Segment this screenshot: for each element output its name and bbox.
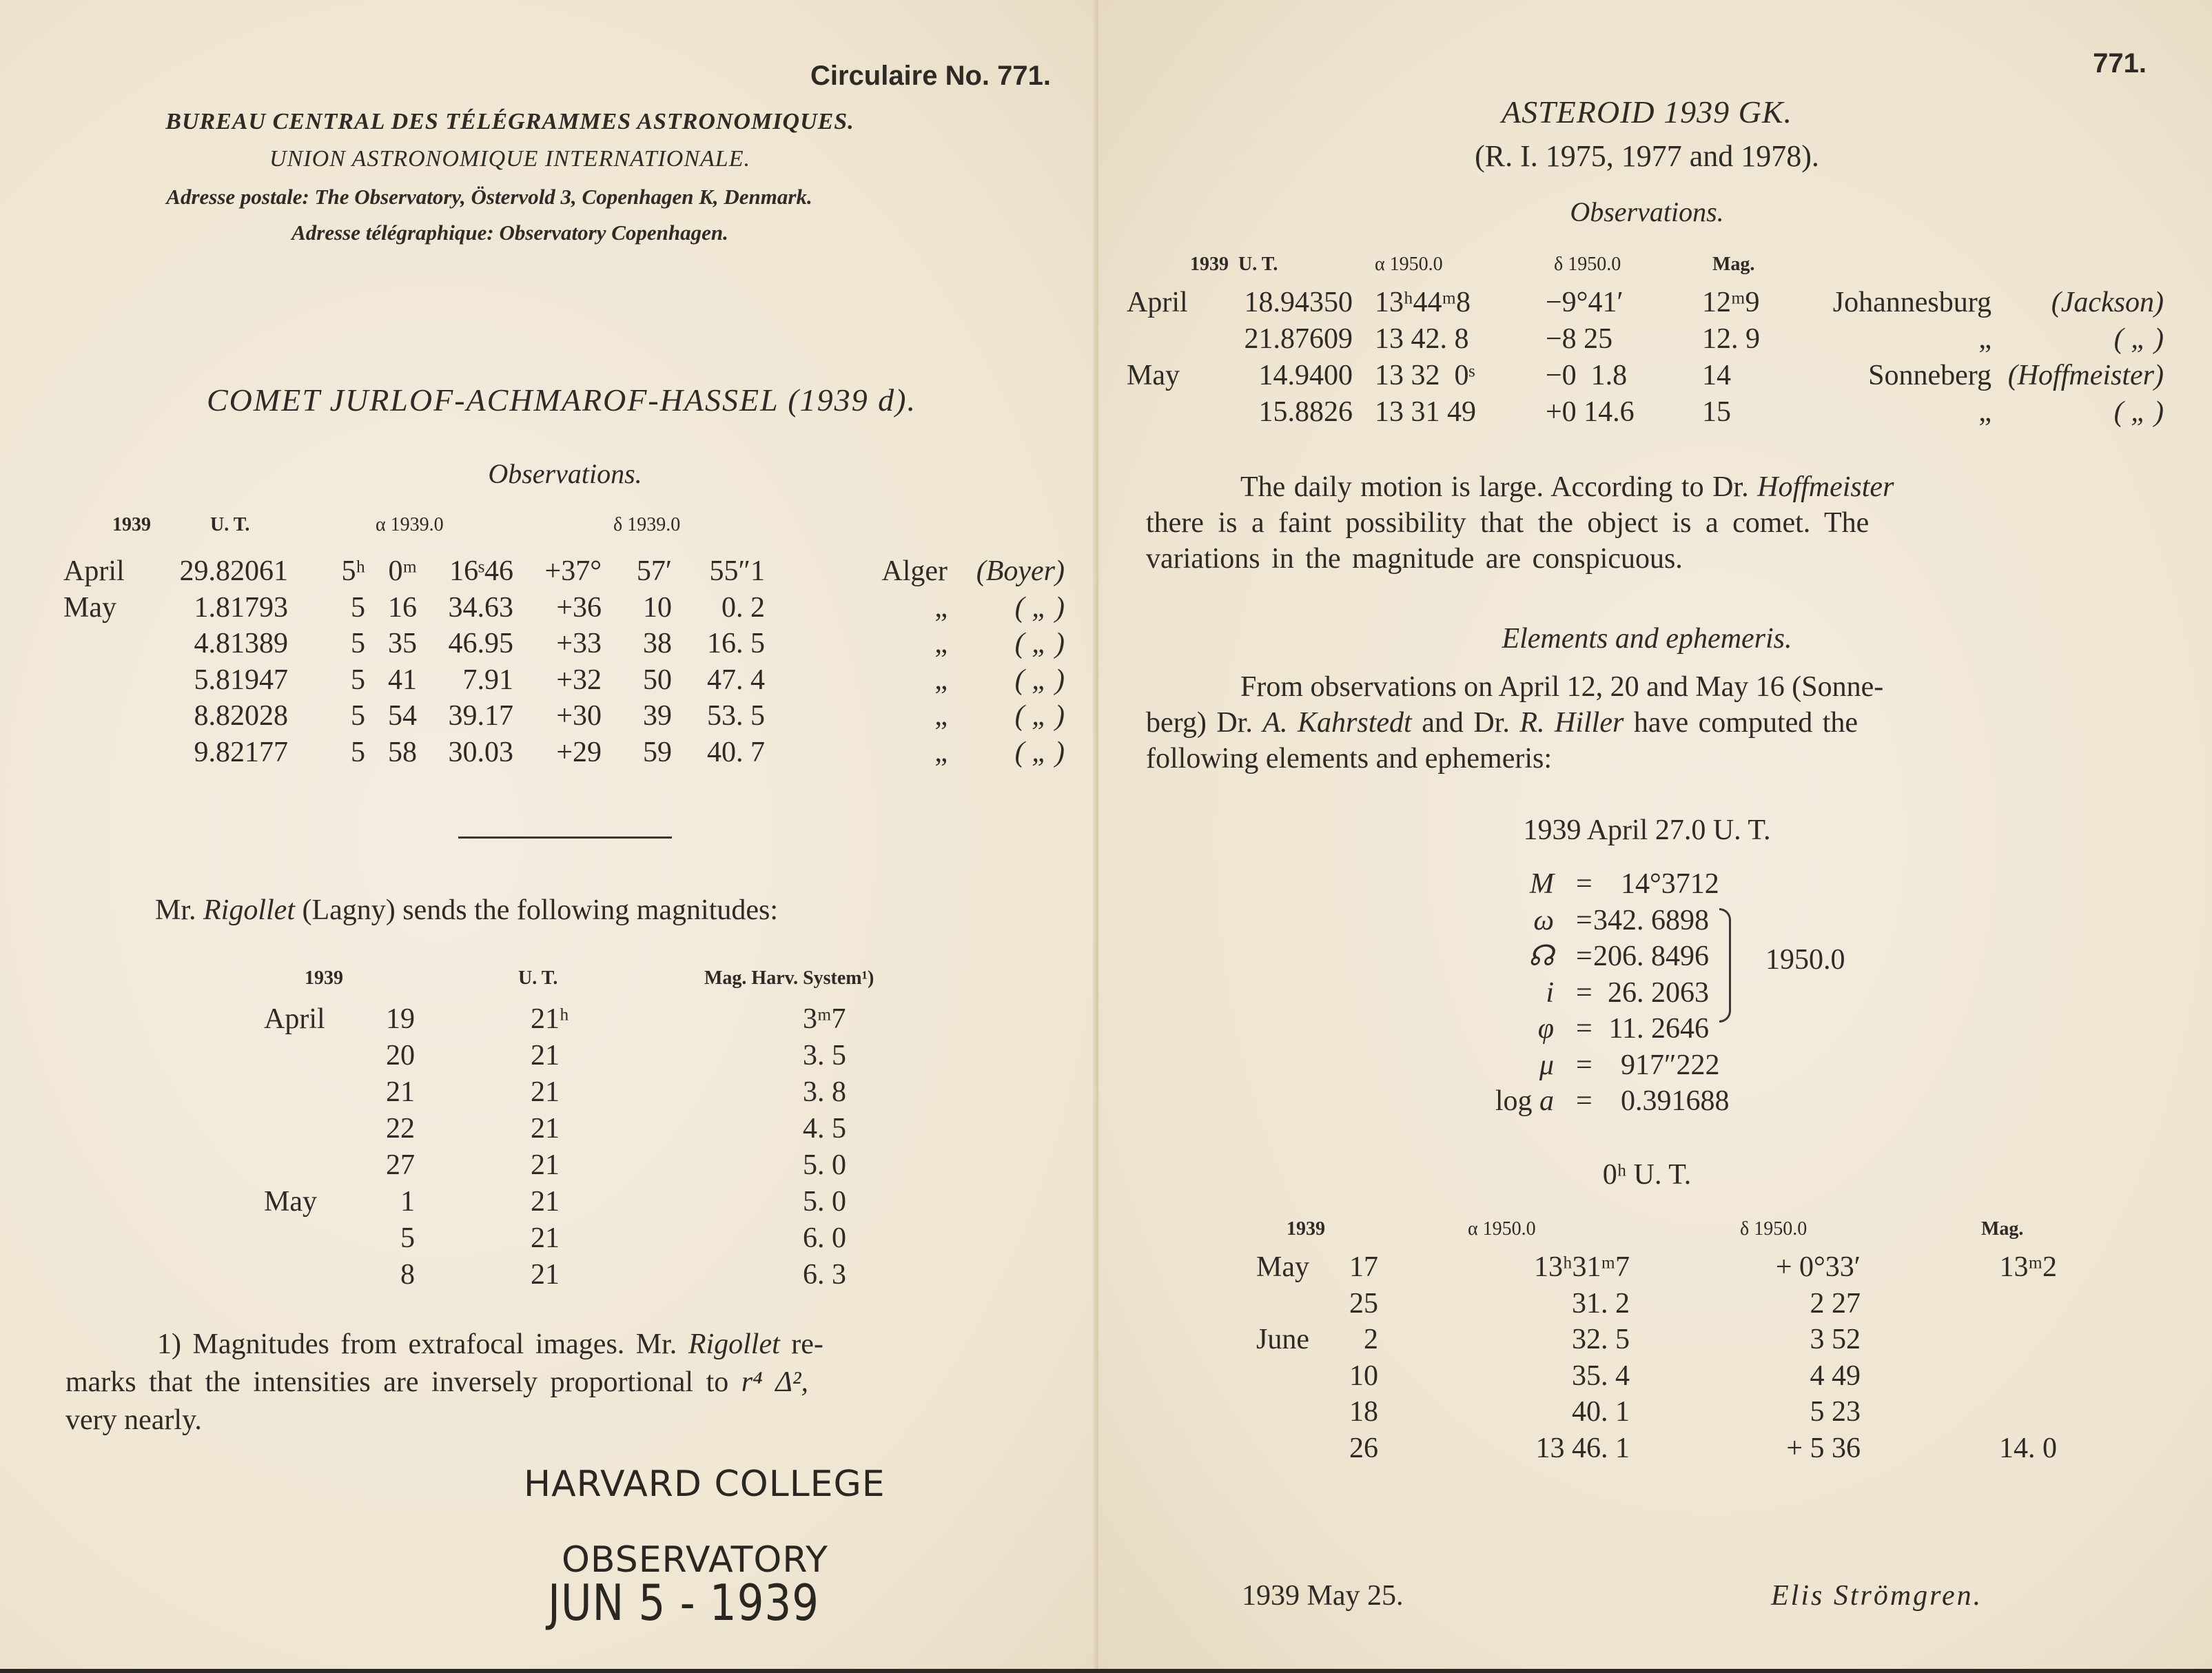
dec-minutes: 39 (643, 700, 672, 732)
dec-degrees: +29 (556, 736, 602, 768)
person-name: R. Hiller (1519, 707, 1624, 739)
mag-ut: 21 (531, 1149, 560, 1181)
observer: ( „ ) (1014, 628, 1065, 659)
eph-dec: 4 49 (1810, 1359, 1861, 1392)
element-value: 917″222 (1621, 1049, 1720, 1081)
col-alpha: α 1950.0 (1468, 1218, 1536, 1240)
bureau-name: BUREAU CENTRAL DES TÉLÉGRAMMES ASTRONOMIQUES. (165, 109, 854, 134)
ra-hours: 5 (351, 591, 365, 624)
footnote-line-1 (157, 1330, 823, 1359)
element-symbol: ω (1533, 904, 1554, 936)
element-value: 342. 6898 (1593, 904, 1709, 936)
epoch: 1939 April 27.0 U. T. (1523, 814, 1771, 846)
paragraph-text: The daily motion is large. According to Dr. (1240, 471, 1749, 503)
eph-dec: + 0°33′ (1775, 1251, 1861, 1283)
observatory: „ (934, 700, 948, 732)
ra-seconds: 34.63 (448, 591, 513, 624)
col-ut: U. T. (210, 514, 250, 535)
obs-date: 1.81793 (194, 591, 288, 624)
mag-day: 5 (400, 1222, 415, 1254)
elements-heading: Elements and ephemeris. (1502, 623, 1792, 655)
dec-seconds: 47. 4 (707, 664, 765, 696)
dec-minutes: 57′ (636, 555, 672, 587)
observer: ( „ ) (2113, 323, 2164, 355)
eph-month: May (1256, 1251, 1309, 1283)
mag-day: 20 (386, 1040, 415, 1071)
ra-seconds: 46.95 (448, 628, 513, 659)
footnote-line-3: very nearly. (65, 1404, 202, 1436)
footnote-name: Rigollet (688, 1328, 780, 1360)
telegraphic-address: Adresse télégraphique: Observatory Copenhagen. (291, 220, 728, 245)
footnote-marker: 1) (157, 1328, 181, 1360)
dec-seconds: 53. 5 (707, 700, 765, 732)
element-value: 206. 8496 (1593, 941, 1709, 972)
mag-day: 21 (386, 1076, 415, 1108)
equinox-label: 1950.0 (1765, 944, 1845, 976)
declination: +0 14.6 (1546, 396, 1635, 428)
dec-minutes: 50 (643, 664, 672, 696)
observatory: Alger (881, 555, 948, 587)
mag-ut: 21 (531, 1222, 560, 1254)
mag-day: 22 (386, 1113, 415, 1145)
eph-mag: 14. 0 (1999, 1432, 2057, 1464)
eph-ra: 13 46. 1 (1535, 1432, 1630, 1464)
obs-date: 14.9400 (1258, 360, 1353, 391)
mag-value: 4. 5 (803, 1113, 846, 1145)
eph-day: 10 (1349, 1359, 1378, 1392)
mag-value: 3. 8 (803, 1076, 846, 1108)
observatory: „ (934, 591, 948, 624)
ra-seconds: 30.03 (448, 736, 513, 768)
element-symbol: μ (1539, 1049, 1554, 1081)
magnitude: 15 (1702, 396, 1731, 428)
ra-hours: 5ʰ (341, 555, 365, 587)
mag-day: 1 (400, 1186, 415, 1218)
mag-ut: 21 (531, 1186, 560, 1218)
union-name: UNION ASTRONOMIQUE INTERNATIONALE. (269, 146, 750, 172)
ra-minutes: 54 (388, 700, 417, 732)
ra-hours: 5 (351, 700, 365, 732)
footnote-text: marks that the intensities are inversely proportional to (65, 1366, 729, 1398)
obs-date: 21.87609 (1244, 323, 1353, 355)
mag-day: 19 (386, 1003, 415, 1035)
left-page (0, 0, 1099, 1673)
ra-minutes: 58 (388, 736, 417, 768)
eph-day: 17 (1349, 1251, 1378, 1283)
asteroid-observations-heading: Observations. (1570, 196, 1724, 227)
eph-dec: 5 23 (1810, 1396, 1861, 1428)
circular-date: 1939 May 25. (1242, 1580, 1404, 1612)
obs-date: 9.82177 (194, 736, 288, 768)
col-alpha: α 1950.0 (1375, 254, 1443, 275)
dec-minutes: 38 (643, 628, 672, 659)
dec-seconds: 40. 7 (707, 736, 765, 768)
stamp-line-1: HARVARD COLLEGE (524, 1464, 885, 1505)
right-ascension: 13 31 49 (1375, 396, 1476, 428)
mag-month: April (264, 1003, 325, 1035)
ra-minutes: 41 (388, 664, 417, 696)
obs-month: April (63, 555, 125, 587)
mag-ut: 21 (531, 1076, 560, 1108)
col-delta: δ 1950.0 (1554, 254, 1621, 275)
eph-dec: 3 52 (1810, 1324, 1861, 1355)
declination: −0 1.8 (1546, 360, 1628, 391)
magnitude: 14 (1702, 360, 1731, 391)
declination: −8 25 (1546, 323, 1613, 355)
eph-day: 26 (1349, 1432, 1378, 1464)
dec-seconds: 55″1 (709, 555, 765, 587)
mag-day: 27 (386, 1149, 415, 1181)
obs-date: 15.8826 (1258, 396, 1353, 428)
observatory: Sonneberg (1868, 360, 1991, 391)
dec-minutes: 59 (643, 736, 672, 768)
comet-observations-heading: Observations. (488, 458, 642, 489)
mag-ut: 21 (531, 1259, 560, 1291)
observatory: „ (1978, 396, 1991, 428)
ra-hours: 5 (351, 628, 365, 659)
asteroid-subtitle: (R. I. 1975, 1977 and 1978). (1475, 139, 1819, 173)
dec-minutes: 10 (643, 591, 672, 624)
equinox-brace (1719, 908, 1731, 1023)
element-symbol: M (1530, 868, 1554, 900)
right-ascension: 13 42. 8 (1375, 323, 1469, 355)
circular-number: Circulaire No. 771. (810, 61, 1051, 91)
footnote-formula: r⁴ Δ², (741, 1366, 808, 1398)
eph-day: 25 (1349, 1287, 1378, 1320)
mag-value: 5. 0 (803, 1186, 846, 1218)
right-page (1099, 0, 2212, 1673)
equals-sign: = (1576, 904, 1593, 936)
obs-month: May (1127, 360, 1180, 391)
col-delta: δ 1939.0 (613, 514, 681, 535)
element-symbol: log a (1495, 1085, 1554, 1117)
dec-degrees: +36 (556, 591, 602, 624)
col-year-ut: 1939 U. T. (1190, 254, 1278, 275)
mag-value: 3ᵐ7 (803, 1003, 846, 1035)
ra-hours: 5 (351, 664, 365, 696)
eph-ra: 31. 2 (1572, 1287, 1630, 1320)
eph-month: June (1256, 1324, 1309, 1355)
mag-value: 6. 3 (803, 1259, 846, 1291)
paragraph-line (1146, 708, 1858, 737)
observatory: Johannesburg (1832, 287, 1991, 318)
stamp-date: JUN 5 - 1939 (548, 1574, 819, 1632)
paragraph-text: have computed the (1633, 707, 1858, 739)
obs-date: 5.81947 (194, 664, 288, 696)
observer: ( „ ) (2113, 396, 2164, 428)
right-ascension: 13 32 0ˢ (1375, 360, 1475, 391)
element-value: 11. 2646 (1608, 1013, 1709, 1045)
person-name: Hoffmeister (1757, 471, 1894, 503)
right-ascension: 13ʰ44ᵐ8 (1375, 287, 1471, 318)
element-value: 26. 2063 (1608, 976, 1709, 1009)
obs-month: April (1127, 287, 1188, 318)
mag-ut: 21ʰ (531, 1003, 569, 1035)
observatory: „ (934, 736, 948, 768)
equals-sign: = (1576, 976, 1593, 1009)
intro-prefix: Mr. (155, 894, 196, 926)
postal-address: Adresse postale: The Observatory, Östervold 3, Copenhagen K, Denmark. (166, 185, 812, 209)
equals-sign: = (1576, 941, 1593, 972)
ra-minutes: 0ᵐ (388, 555, 417, 587)
equals-sign: = (1576, 1085, 1593, 1117)
equals-sign: = (1576, 868, 1593, 900)
observatory: „ (934, 664, 948, 696)
obs-date: 18.94350 (1244, 287, 1353, 318)
obs-month: May (63, 591, 116, 624)
stamp-line-2: OBSERVATORY (562, 1539, 828, 1581)
col-delta: δ 1950.0 (1740, 1218, 1808, 1240)
eph-ra: 40. 1 (1572, 1396, 1630, 1428)
mag-ut: 21 (531, 1113, 560, 1145)
obs-date: 29.82061 (179, 555, 288, 587)
intro-suffix: (Lagny) sends the following magnitudes: (302, 894, 779, 926)
eph-dec: + 5 36 (1786, 1432, 1861, 1464)
dec-degrees: +30 (556, 700, 602, 732)
observer-name: Rigollet (203, 894, 295, 926)
dec-degrees: +32 (556, 664, 602, 696)
observer: ( „ ) (1014, 736, 1065, 768)
eph-ra: 35. 4 (1572, 1359, 1630, 1392)
paragraph-line: From observations on April 12, 20 and May 16 (Sonne- (1240, 671, 1884, 703)
element-value: 0.391688 (1621, 1085, 1730, 1117)
ra-hours: 5 (351, 736, 365, 768)
observer: ( „ ) (1014, 591, 1065, 624)
col-alpha: α 1939.0 (376, 514, 444, 535)
dec-seconds: 16. 5 (707, 628, 765, 659)
comet-title: COMET JURLOF-ACHMAROF-HASSEL (1939 d). (207, 382, 916, 418)
page-bottom-edge (0, 1669, 2212, 1673)
observatory: „ (1978, 323, 1991, 355)
mag-ut: 21 (531, 1040, 560, 1071)
paragraph-text: and Dr. (1422, 707, 1510, 739)
paragraph-line: variations in the magnitude are conspicuous. (1146, 543, 1683, 575)
mag-day: 8 (400, 1259, 415, 1291)
observer: (Hoffmeister) (2007, 360, 2164, 391)
observer: ( „ ) (1014, 700, 1065, 732)
footnote-text: re- (791, 1328, 823, 1360)
ra-seconds: 7.91 (462, 664, 513, 696)
observer: (Jackson) (2051, 287, 2164, 318)
obs-date: 4.81389 (194, 628, 288, 659)
rigollet-intro (155, 896, 778, 925)
col-year: 1939 (305, 967, 343, 989)
page-number: 771. (2093, 48, 2147, 79)
col-mag: Mag. (1712, 254, 1755, 275)
ra-seconds: 16ˢ46 (449, 555, 513, 587)
col-year: 1939 (1287, 1218, 1325, 1240)
ra-minutes: 35 (388, 628, 417, 659)
ra-seconds: 39.17 (448, 700, 513, 732)
mag-value: 5. 0 (803, 1149, 846, 1181)
eph-day: 2 (1364, 1324, 1378, 1355)
mag-month: May (264, 1186, 317, 1218)
paragraph-line: there is a faint possibility that the object is a comet. The (1146, 507, 1870, 539)
mag-value: 6. 0 (803, 1222, 846, 1254)
ephemeris-time: 0ʰ U. T. (1602, 1159, 1692, 1191)
col-ut: U. T. (518, 967, 558, 989)
element-symbol: i (1546, 976, 1554, 1009)
ra-minutes: 16 (388, 591, 417, 624)
footnote-text: Magnitudes from extrafocal images. Mr. (192, 1328, 677, 1360)
dec-seconds: 0. 2 (721, 591, 765, 624)
dec-degrees: +33 (556, 628, 602, 659)
observer: ( „ ) (1014, 664, 1065, 696)
magnitude: 12ᵐ9 (1702, 287, 1760, 318)
col-year: 1939 (112, 514, 151, 535)
observatory: „ (934, 628, 948, 659)
paragraph-text: berg) Dr. (1146, 707, 1253, 739)
mag-value: 3. 5 (803, 1040, 846, 1071)
element-symbol: ☊ (1528, 941, 1554, 972)
eph-day: 18 (1349, 1396, 1378, 1428)
equals-sign: = (1576, 1049, 1593, 1081)
footnote-line-2 (65, 1368, 808, 1397)
col-mag: Mag. (1981, 1218, 2024, 1240)
eph-ra: 13ʰ31ᵐ7 (1533, 1251, 1630, 1283)
person-name: A. Kahrstedt (1262, 707, 1412, 739)
asteroid-title: ASTEROID 1939 GK. (1501, 94, 1793, 130)
element-value: 14°3712 (1621, 868, 1719, 900)
obs-date: 8.82028 (194, 700, 288, 732)
equals-sign: = (1576, 1013, 1593, 1045)
magnitude: 12. 9 (1702, 323, 1760, 355)
signature: Elis Strömgren. (1771, 1580, 1983, 1612)
observer: (Boyer) (976, 555, 1065, 587)
section-divider (458, 836, 672, 839)
declination: −9°41′ (1546, 287, 1624, 318)
eph-dec: 2 27 (1810, 1287, 1861, 1320)
element-symbol: φ (1537, 1013, 1554, 1045)
eph-mag: 13ᵐ2 (1999, 1251, 2057, 1283)
paragraph-line: following elements and ephemeris: (1146, 743, 1553, 774)
eph-ra: 32. 5 (1572, 1324, 1630, 1355)
col-mag: Mag. Harv. System¹) (704, 967, 874, 989)
dec-degrees: +37° (544, 555, 602, 587)
paragraph-line (1240, 473, 1894, 502)
